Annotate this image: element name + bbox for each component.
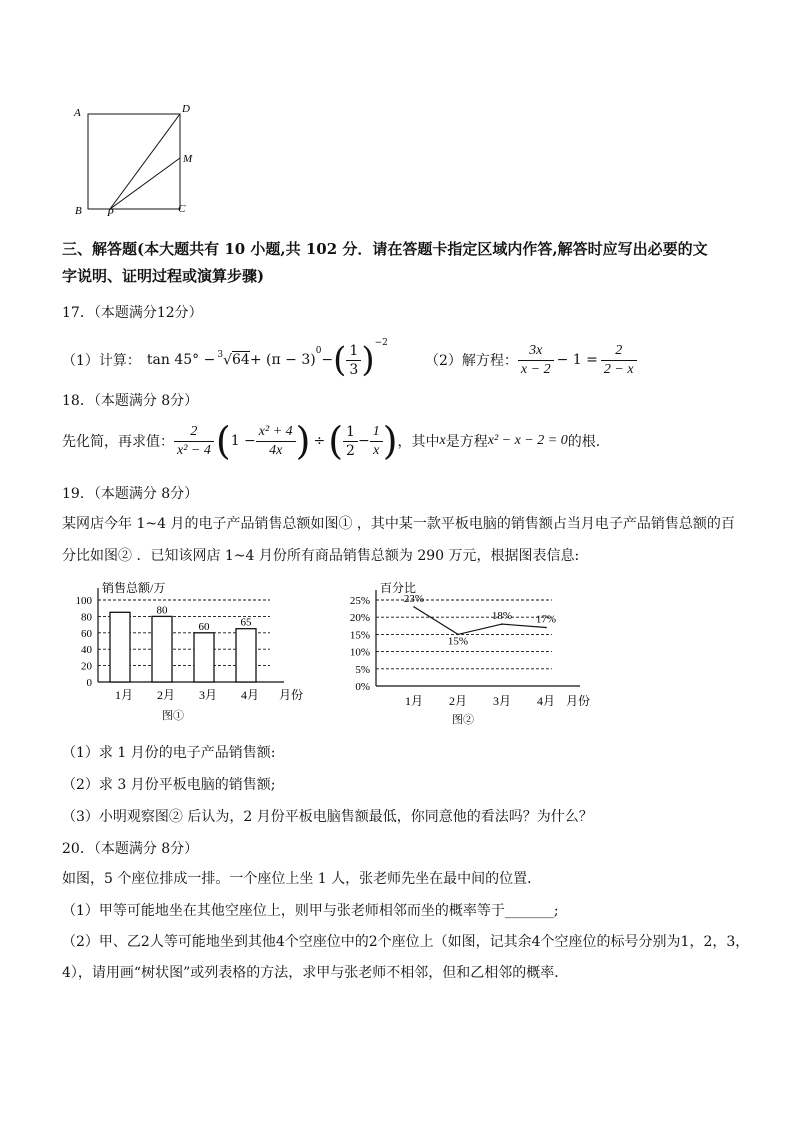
radical-sign: √	[223, 352, 233, 369]
label-m: M	[183, 153, 193, 165]
q20-line1: 如图，5 个座位排成一排。一个座位上坐 1 人，张老师先坐在最中间的位置．	[62, 871, 542, 887]
chart1-ytick-label: 40	[81, 644, 92, 657]
q17-part2-label: （2）解方程：	[425, 353, 518, 369]
q20-header: 20．（本题满分 8分）	[62, 841, 199, 857]
q19-line2: 分比如图② ．已知该网店 1~4 月份所有商品销售总额为 290 万元，根据图表信息:	[62, 548, 580, 564]
frac-num: 1	[343, 423, 358, 442]
chart2-point	[501, 623, 503, 625]
chart1-xtick-label: 1月	[114, 688, 134, 702]
frac-den: x² − 4	[177, 442, 211, 458]
chart1-xlabel: 月份	[279, 688, 304, 702]
chart1-bar	[194, 633, 214, 682]
exp-neg2: −2	[374, 338, 388, 348]
q18-var-x: x	[439, 433, 446, 448]
q18-tail-a: ，其中	[397, 434, 440, 450]
q18-tail-b: 是方程	[445, 434, 488, 450]
chart1-xtick-label: 4月	[240, 688, 260, 702]
frac-den: x	[373, 442, 380, 458]
q17-header: 17．（本题满分12分）	[62, 305, 203, 321]
q20-line3: （2）甲、乙2人等可能地坐到其他4个空座位中的2个座位上（如图，记其余4个空座位的标号分别为1，2，3，	[62, 934, 750, 950]
frac-den: 4x	[269, 442, 283, 458]
frac-num: 3x	[518, 342, 554, 361]
chart2-ytick-label: 20%	[349, 612, 370, 625]
chart1-data-label: 60	[198, 620, 210, 633]
q18-tail-c: 的根.	[567, 434, 601, 450]
section3-heading-line2: 字说明、证明过程或演算步骤)	[62, 267, 265, 285]
chart2-xtick-label: 2月	[448, 694, 468, 708]
chart2-data-label: 18%	[491, 610, 513, 623]
chart2-ytick-label: 15%	[349, 629, 370, 642]
q17-part2	[425, 338, 637, 382]
chart2-xtick-label: 3月	[492, 694, 512, 708]
chart1-caption: 图①	[162, 710, 184, 722]
chart2-series-line	[414, 607, 546, 635]
q19-sub3: （3）小明观察图② 后认为，2 月份平板电脑售额最低，你同意他的看法吗？为什么？	[62, 809, 593, 825]
chart2-xtick-label: 4月	[536, 694, 556, 708]
bar-chart-sales	[62, 578, 322, 730]
chart2-ytick-label: 0%	[355, 681, 370, 693]
chart1-data-label: 80	[156, 604, 168, 617]
chart2-xlabel: 月份	[566, 694, 591, 708]
exp-zero: 0	[315, 346, 322, 356]
label-a: A	[74, 107, 81, 119]
q17-part1-expr-b: + (π − 3)	[249, 352, 316, 368]
q19-header: 19．（本题满分 8分）	[62, 486, 199, 502]
chart1-ytick-label: 0	[86, 677, 92, 689]
chart1-bar	[110, 612, 130, 682]
q18-equation: x² − x − 2 = 0	[487, 433, 568, 448]
chart1-xtick-label: 2月	[156, 688, 176, 702]
chart1-ytick-label: 60	[81, 627, 92, 640]
q17-part2-mid: − 1 =	[556, 352, 598, 368]
chart1-ytick-label: 20	[81, 660, 92, 673]
frac-den: 3	[349, 361, 359, 378]
root-body: 64	[232, 352, 250, 369]
q17-part1-expr-c: −	[321, 352, 334, 368]
close-paren: )	[361, 340, 375, 380]
frac-num: 1	[346, 342, 361, 361]
square-figure	[70, 100, 210, 225]
label-p: P	[107, 207, 114, 219]
chart2-title: 百分比	[380, 581, 417, 595]
q18-frac3	[343, 423, 358, 460]
chart1-bar	[236, 629, 256, 682]
q18-frac2	[256, 423, 296, 460]
chart2-caption: 图②	[452, 714, 474, 726]
segment-pm	[110, 158, 180, 209]
cube-root	[217, 349, 250, 369]
q18-header: 18．（本题满分 8分）	[62, 393, 199, 409]
q18-div: ÷	[313, 433, 326, 449]
q18-frac4	[370, 423, 383, 460]
frac-den: 2 − x	[603, 361, 634, 377]
q17-part1-expr-a: tan 45° −	[146, 352, 216, 368]
section3-heading-line1: 三、解答题(本大题共有 10 小题,共 102 分．请在答题卡指定区域内作答,解答时应写出必要的文	[62, 240, 708, 258]
q17-part1-label: （1）计算：	[62, 353, 141, 369]
q20-line2: （1）甲等可能地坐在其他空座位上，则甲与张老师相邻而坐的概率等于_______;	[62, 903, 559, 919]
q18-frac1	[174, 423, 214, 460]
open-paren: (	[215, 419, 231, 463]
fraction-one-third	[346, 342, 361, 379]
q18-expression	[62, 418, 600, 464]
chart2-point	[545, 627, 547, 629]
chart2-data-label: 15%	[447, 635, 469, 648]
label-b: B	[75, 205, 82, 217]
chart2-point	[413, 606, 415, 608]
chart2-ytick-label: 25%	[349, 595, 370, 607]
q20-line4: 4），请用画“树状图”或列表格的方法，求甲与张老师不相邻，但和乙相邻的概率．	[62, 965, 569, 981]
frac-num: 2	[601, 342, 637, 361]
label-d: D	[182, 103, 190, 115]
q19-sub1: （1）求 1 月份的电子产品销售额:	[62, 745, 276, 761]
chart1-bar	[152, 616, 172, 682]
chart1-ytick-label: 80	[81, 611, 92, 624]
q19-line1: 某网店今年 1~4 月的电子产品销售总额如图① ，其中某一款平板电脑的销售额占当月电子产品销售总额的百	[62, 516, 735, 532]
root-index: 3	[217, 349, 224, 360]
q18-lead: 先化简，再求值：	[62, 434, 174, 450]
close-paren: )	[295, 419, 311, 463]
square-abcd	[88, 114, 180, 209]
chart2-xtick-label: 1月	[404, 694, 424, 708]
label-c: C	[178, 203, 186, 215]
chart2-data-label: 23%	[403, 592, 425, 605]
frac-den: 2	[346, 442, 355, 459]
chart2-data-label: 17%	[535, 613, 557, 626]
chart1-xtick-label: 3月	[198, 688, 218, 702]
chart1-data-label: 65	[240, 616, 252, 629]
line-chart-percent	[340, 578, 600, 730]
open-paren-2: (	[328, 419, 344, 463]
frac-num: 1	[370, 423, 383, 442]
open-paren: (	[333, 340, 347, 380]
segment-pd	[110, 114, 180, 209]
frac-num: x² + 4	[256, 423, 296, 442]
chart1-title: 销售总额/万	[102, 581, 166, 595]
frac-num: 2	[174, 423, 214, 442]
q17-part1	[62, 338, 388, 382]
fraction-3x	[518, 342, 554, 379]
q18-one-minus: 1 −	[230, 433, 256, 449]
chart1-ytick-label: 100	[75, 595, 92, 607]
q19-sub2: （2）求 3 月份平板电脑的销售额;	[62, 777, 276, 793]
close-paren-2: )	[382, 419, 398, 463]
chart2-ytick-label: 5%	[355, 663, 370, 676]
q18-minus: −	[357, 433, 370, 449]
fraction-2	[601, 342, 637, 379]
frac-den: x − 2	[520, 361, 551, 377]
chart2-ytick-label: 10%	[349, 646, 370, 659]
